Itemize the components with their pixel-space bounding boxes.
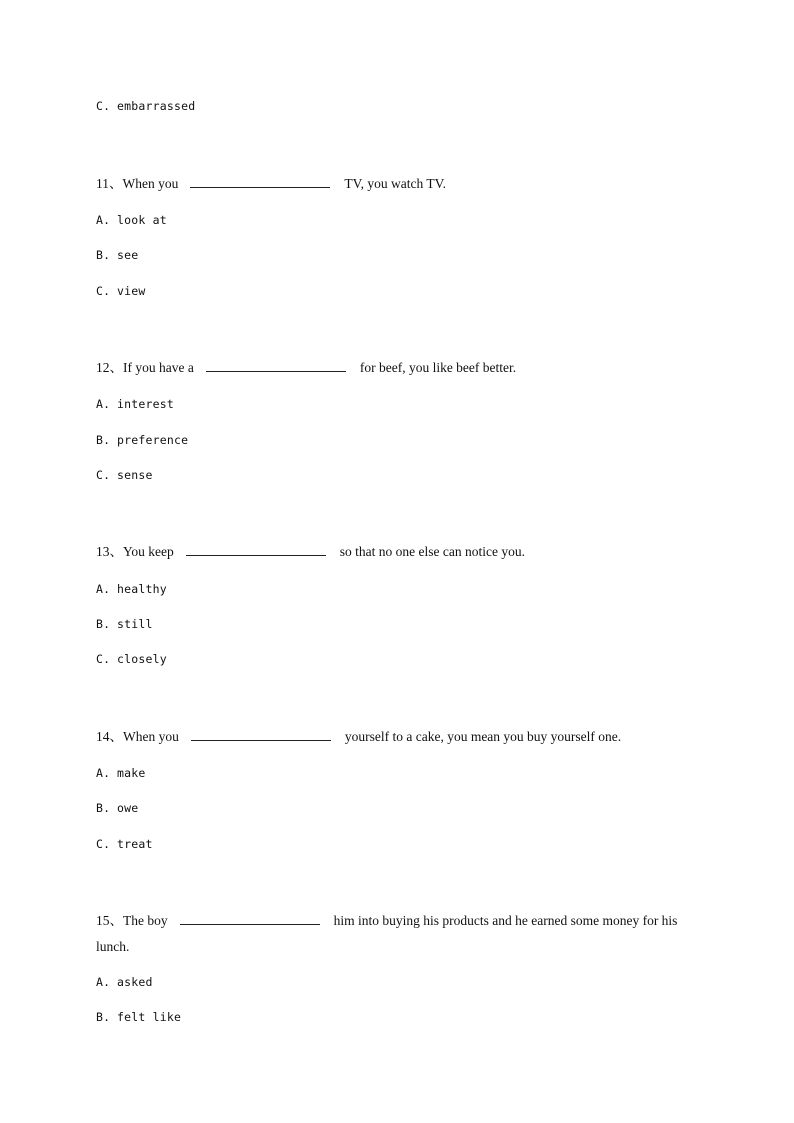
question-13 [96, 544, 525, 560]
question-14 [96, 729, 621, 745]
question-text-after: him into buying his products and he earned some money for his lunch. [96, 913, 678, 954]
answer-blank[interactable] [191, 729, 331, 741]
q12-option-a: A. interest [96, 397, 174, 411]
question-text-before: You keep [123, 544, 174, 559]
q12-option-c: C. sense [96, 468, 153, 482]
question-15 [96, 908, 700, 960]
answer-blank[interactable] [180, 913, 320, 925]
question-text-after: TV, you watch TV. [344, 176, 446, 191]
question-number: 11、 [96, 176, 123, 191]
question-text-after: yourself to a cake, you mean you buy yourself one. [344, 729, 622, 744]
question-text-before: When you [122, 176, 179, 191]
prev-option-c: C. embarrassed [96, 99, 196, 113]
question-text-before: If you have a [123, 360, 194, 375]
q13-option-a: A. healthy [96, 582, 167, 596]
question-number: 14、 [96, 729, 123, 744]
q15-option-b: B. felt like [96, 1010, 182, 1024]
q14-option-c: C. treat [96, 837, 153, 851]
q15-option-a: A. asked [96, 975, 153, 989]
answer-blank[interactable] [186, 544, 326, 556]
q11-option-a: A. look at [96, 213, 167, 227]
answer-blank[interactable] [206, 360, 346, 372]
q11-option-b: B. see [96, 248, 139, 262]
q13-option-c: C. closely [96, 652, 167, 666]
q12-option-b: B. preference [96, 433, 189, 447]
question-text-after: for beef, you like beef better. [359, 360, 517, 375]
q14-option-a: A. make [96, 766, 146, 780]
question-12 [96, 360, 516, 376]
question-text-before: When you [123, 729, 179, 744]
question-number: 13、 [96, 544, 123, 559]
question-text-after: so that no one else can notice you. [339, 544, 525, 559]
q13-option-b: B. still [96, 617, 153, 631]
answer-blank[interactable] [190, 176, 330, 188]
question-number: 15、 [96, 913, 123, 928]
q11-option-c: C. view [96, 284, 146, 298]
question-text-before: The boy [123, 913, 168, 928]
question-number: 12、 [96, 360, 123, 375]
q14-option-b: B. owe [96, 801, 139, 815]
question-11 [96, 176, 446, 192]
